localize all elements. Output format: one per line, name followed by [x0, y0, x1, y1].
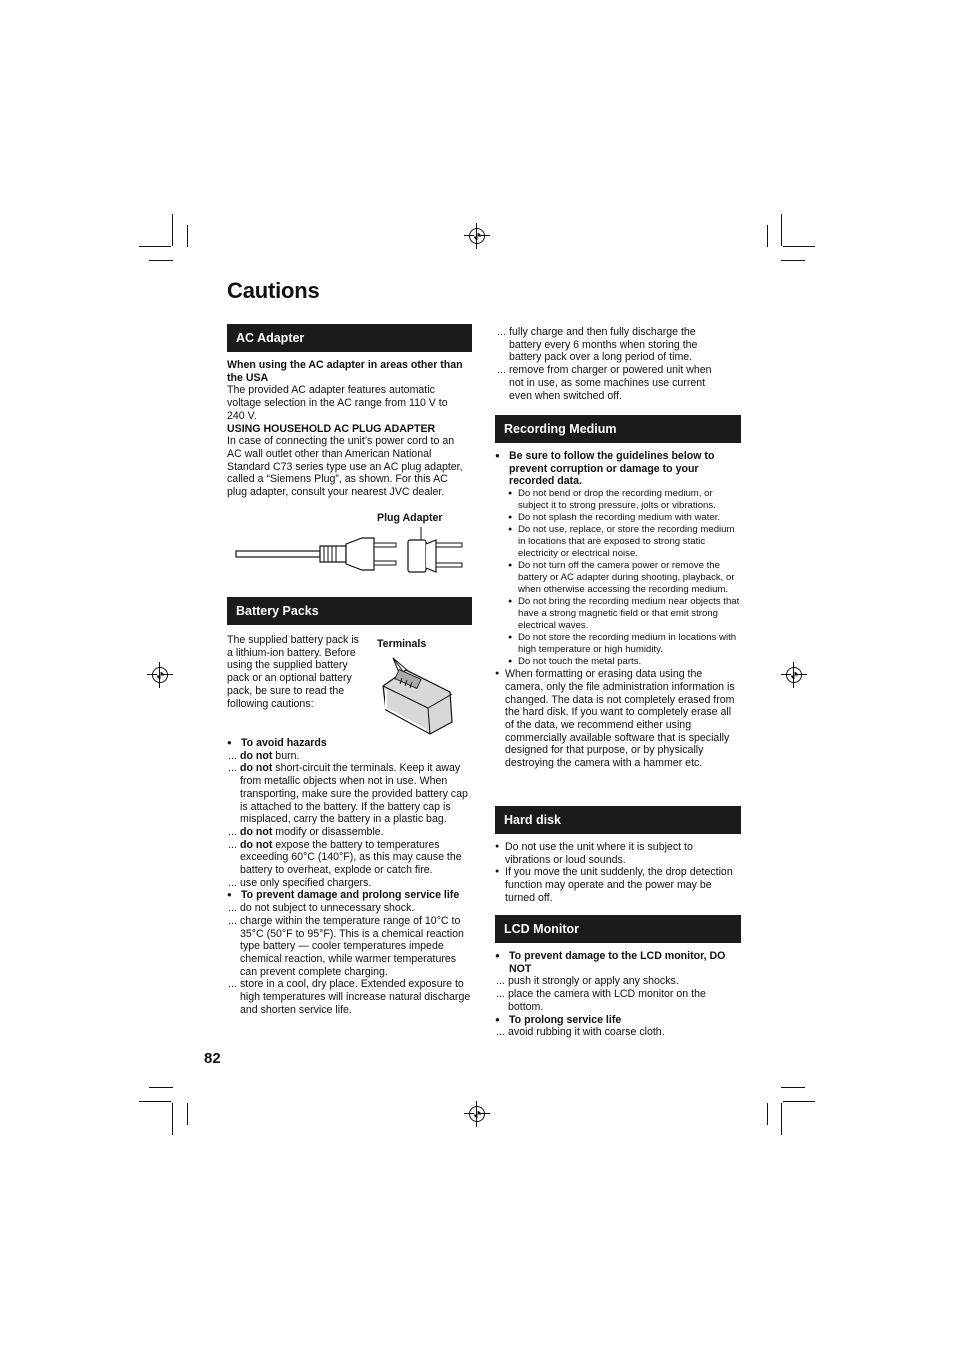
battery-cautions-list — [227, 737, 474, 1016]
ac-adapter-para1: The provided AC adapter features automatic voltage selection in the AC range from 110 V to 240 V. — [227, 384, 448, 422]
page-number: 82 — [204, 1050, 221, 1067]
registration-mark-top — [469, 228, 485, 244]
recording-item-4: ● Do not turn off the camera power or remove the battery or AC adapter during shooting, playback, or when otherwise accessing the recording medium. — [508, 560, 741, 596]
service-life-2: ... charge within the temperature range of 10°C to 35°C (50°F to 95°F). This is a chemical reaction type battery — cooler temperatures impede chemical reaction, while warmer temperatures can prevent complete charging. — [227, 915, 474, 979]
lcd-damage-title: ● To prevent damage to the LCD monitor, DO NOT — [495, 950, 741, 975]
service-life-title: ● To prevent damage and prolong service life — [227, 889, 474, 902]
hazard-5: ... use only specified chargers. — [227, 877, 474, 890]
hard-disk-item-2: ● If you move the unit suddenly, the drop detection function may operate and the power may be turned off. — [495, 866, 739, 904]
plug-adapter-illustration — [234, 525, 470, 580]
service-life-5: ... remove from charger or powered unit when not in use, as some machines use current even when switched off. — [496, 364, 728, 402]
hazard-1-emph: do not — [240, 749, 273, 762]
hazard-3-text: modify or disassemble. — [272, 825, 384, 838]
recording-item-1: ● Do not bend or drop the recording medium, or subject it to strong pressure, jolts or vibrations. — [508, 488, 741, 512]
recording-medium-list — [495, 450, 741, 770]
recording-item-7: ● Do not touch the metal parts. — [508, 656, 741, 668]
ac-adapter-text — [227, 359, 467, 499]
battery-intro: The supplied battery pack is a lithium-ion battery. Before using the supplied battery pack or an optional battery pack, be sure to read the following cautions: — [227, 634, 359, 710]
service-life-3: ... store in a cool, dry place. Extended exposure to high temperatures will increase natural discharge and shorten service life. — [227, 978, 474, 1016]
recording-medium-header: Recording Medium — [495, 415, 741, 443]
lcd-damage-2: ... place the camera with LCD monitor on the bottom. — [495, 988, 741, 1013]
service-life-1: ... do not subject to unnecessary shock. — [227, 902, 474, 915]
hazard-3-emph: do not — [240, 825, 273, 838]
recording-item-5: ● Do not bring the recording medium near objects that have a strong magnetic field or that emit strong electrical waves. — [508, 596, 741, 632]
lcd-monitor-list — [495, 950, 741, 1039]
recording-item-3: ● Do not use, replace, or store the recording medium in locations that are exposed to strong static electricity or electrical noise. — [508, 524, 741, 560]
recording-format-note: ● When formatting or erasing data using the camera, only the file administration information is changed. The data is not completely erased from the hard disk. If you want to completely erase all of the data, we recommend either using commercially available software that is specially designed for that purpose, or by physically destroying the camera with a hammer etc. — [495, 668, 741, 770]
recording-item-6: ● Do not store the recording medium in locations with high temperature or high humidity. — [508, 632, 741, 656]
ac-adapter-subhead: When using the AC adapter in areas other than the USA — [227, 359, 463, 384]
lcd-monitor-header: LCD Monitor — [495, 915, 741, 943]
hard-disk-header: Hard disk — [495, 806, 741, 834]
battery-continued-list — [496, 326, 728, 402]
hazard-2-text: short-circuit the terminals. Keep it away from metallic objects when not in use. When transporting, make sure the provided battery cap is attached to the battery. If the battery cap is misplaced, carry the battery in a plastic bag. — [240, 762, 468, 826]
registration-mark-bottom — [469, 1106, 485, 1122]
hard-disk-item-1: ● Do not use the unit where it is subject to vibrations or loud sounds. — [495, 841, 739, 866]
recording-lead: ● Be sure to follow the guidelines below to prevent corruption or damage to your recorded data. — [495, 450, 741, 488]
plug-adapter-label: Plug Adapter — [377, 512, 443, 524]
hazards-title: ● To avoid hazards — [227, 737, 474, 750]
hazard-2-emph: do not — [240, 762, 273, 775]
hazard-4-emph: do not — [240, 838, 273, 851]
lcd-life-1: ... avoid rubbing it with coarse cloth. — [495, 1026, 741, 1039]
recording-item-2: ● Do not splash the recording medium with water. — [508, 512, 741, 524]
battery-illustration — [378, 650, 458, 736]
battery-packs-header: Battery Packs — [227, 597, 472, 625]
page-title: Cautions — [227, 278, 320, 303]
hard-disk-list — [495, 841, 739, 905]
lcd-damage-1: ... push it strongly or apply any shocks. — [495, 975, 741, 988]
lcd-life-title: ● To prolong service life — [495, 1014, 741, 1027]
hazard-1-text: burn. — [272, 749, 300, 762]
registration-mark-left — [152, 667, 168, 683]
ac-adapter-subhead2: USING HOUSEHOLD AC PLUG ADAPTER — [227, 422, 436, 435]
registration-mark-right — [786, 667, 802, 683]
ac-adapter-header: AC Adapter — [227, 324, 472, 352]
service-life-4: ... fully charge and then fully discharge the battery every 6 months when storing the battery pack over a long period of time. — [496, 326, 728, 364]
terminals-label: Terminals — [377, 638, 427, 650]
hazard-4-text: expose the battery to temperatures exceeding 60°C (140°F), as this may cause the battery to overheat, explode or catch fire. — [240, 838, 462, 877]
ac-adapter-para2: In case of connecting the unit’s power cord to an AC wall outlet other than American National Standard C73 series type use an AC plug adapter, called a “Siemens Plug”, as shown. For this AC plug adapter, consult your nearest JVC dealer. — [227, 435, 463, 499]
